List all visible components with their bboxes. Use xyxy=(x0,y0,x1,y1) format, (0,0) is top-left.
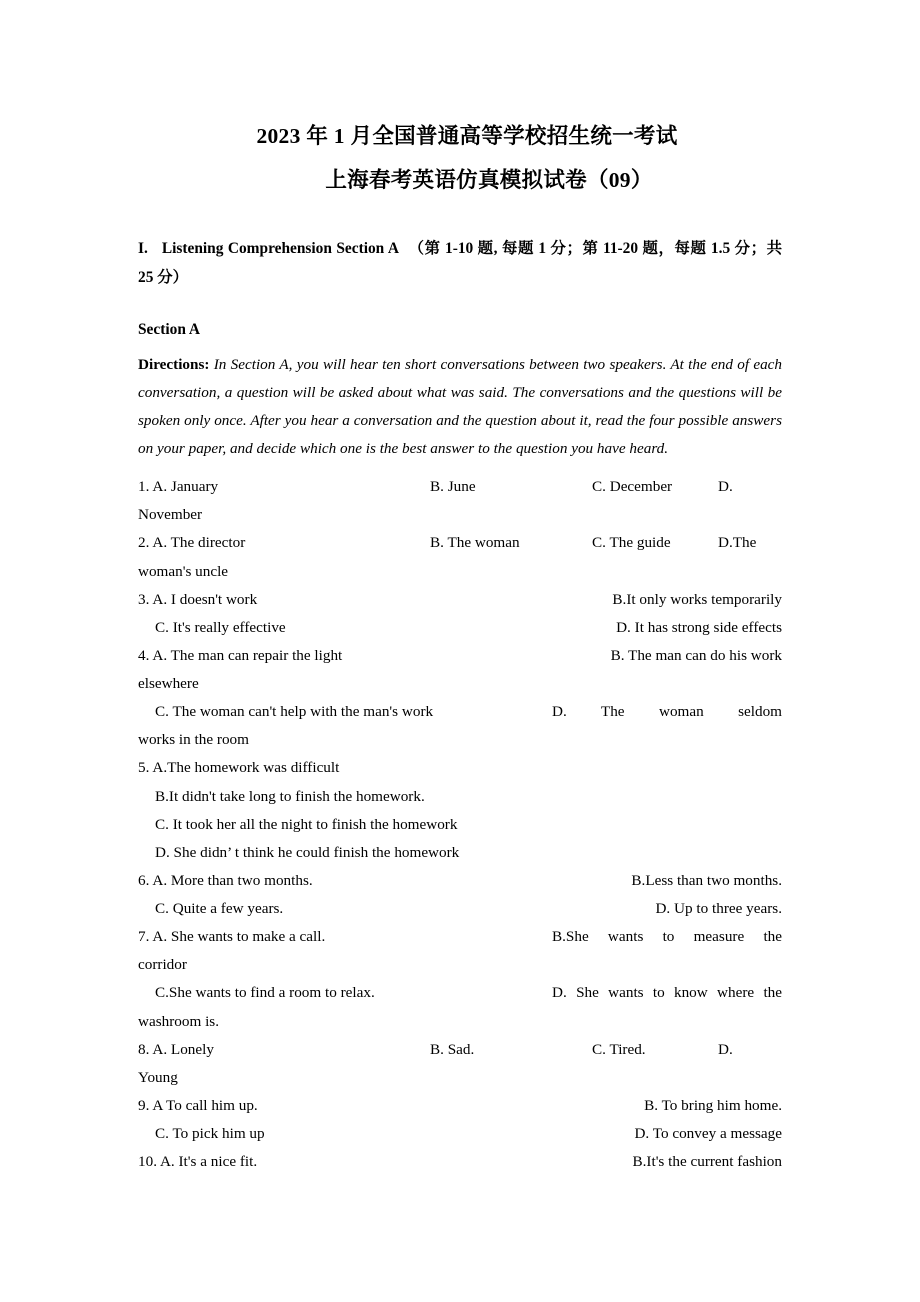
question-1-option-b: B. June xyxy=(430,478,476,496)
question-7-option-d: D. She wants to know where the xyxy=(552,984,782,1002)
question-1-option-d: D. xyxy=(718,478,733,496)
question-5-option-a: 5. A.The homework was difficult xyxy=(138,759,340,777)
question-5-option-b: B.It didn't take long to finish the homework. xyxy=(155,787,425,805)
question-6-option-d: D. Up to three years. xyxy=(655,900,782,918)
section-label: Section A xyxy=(138,321,200,338)
question-9-option-b: B. To bring him home. xyxy=(644,1096,782,1114)
question-item-2 xyxy=(138,529,782,557)
question-item-10 xyxy=(138,1148,782,1176)
question-item-6 xyxy=(138,867,782,895)
question-5-option-d: D. She didn’ t think he could finish the homework xyxy=(155,843,460,861)
question-9-option-c: C. To pick him up xyxy=(155,1125,265,1143)
question-4-option-d: D. The woman seldom xyxy=(552,703,782,721)
question-6-row-2 xyxy=(138,895,782,923)
question-7-row-2 xyxy=(138,979,782,1007)
section-heading-score-note: （第 1-10 题, 每题 1 分；第 11-20 题，每题 1.5 分；共 25 分） xyxy=(138,240,782,286)
question-4-option-c: C. The woman can't help with the man's work xyxy=(155,703,434,721)
question-4-option-d-continued: works in the room xyxy=(138,731,249,749)
question-8-option-d: D. xyxy=(718,1040,733,1058)
question-1-option-d-continued: November xyxy=(138,506,203,524)
directions-body: In Section A, you will hear ten short conversations between two speakers. At the end of each conversation, a question will be asked about what was said. The conversations and the questions will be spoken only once. After you hear a conversation and the question about it, read the four possible answers on your paper, and decide which one is the best answer to the question you have heard. xyxy=(138,355,783,458)
question-10-option-b: B.It's the current fashion xyxy=(632,1153,782,1171)
question-8-option-c: C. Tired. xyxy=(592,1040,646,1058)
question-item-7 xyxy=(138,923,782,951)
section-heading-title: Listening Comprehension Section A xyxy=(161,240,399,257)
page-title-line-1: 2023 年 1 月全国普通高等学校招生统一考试 xyxy=(256,124,678,148)
question-1-option-c: C. December xyxy=(592,478,673,496)
question-item-5 xyxy=(138,754,782,867)
question-7-option-a: 7. A. She wants to make a call. xyxy=(138,928,326,946)
question-2-option-a: 2. A. The director xyxy=(138,534,246,552)
question-9-row-2 xyxy=(138,1120,782,1148)
question-2-option-d-continued: woman's uncle xyxy=(138,562,229,580)
question-8-option-d-continued: Young xyxy=(138,1068,178,1086)
section-numeral: I. xyxy=(138,240,148,257)
question-6-option-a: 6. A. More than two months. xyxy=(138,871,313,889)
question-3-option-d: D. It has strong side effects xyxy=(616,618,782,636)
question-9-option-d: D. To convey a message xyxy=(634,1125,782,1143)
section-heading xyxy=(138,235,782,292)
question-10-option-a: 10. A. It's a nice fit. xyxy=(138,1153,258,1171)
question-6-option-c: C. Quite a few years. xyxy=(155,900,284,918)
question-3-option-c: C. It's really effective xyxy=(155,618,286,636)
question-7-option-b: B.She wants to measure the xyxy=(552,928,782,946)
question-4-option-b: B. The man can do his work xyxy=(610,646,782,664)
question-2-option-b: B. The woman xyxy=(430,534,520,552)
question-2-option-d: D.The xyxy=(718,534,757,552)
question-1-option-a: 1. A. January xyxy=(138,478,219,496)
question-item-1 xyxy=(138,473,782,501)
question-3-option-b: B.It only works temporarily xyxy=(612,590,782,608)
question-7-option-d-continued: washroom is. xyxy=(138,1012,219,1030)
question-4-row-2 xyxy=(138,698,782,726)
page-title-line-2: 上海春考英语仿真模拟试卷（09） xyxy=(325,167,653,192)
question-list xyxy=(138,473,782,1176)
question-item-4 xyxy=(138,642,782,670)
question-7-option-c: C.She wants to find a room to relax. xyxy=(155,984,375,1002)
question-7-option-b-continued: corridor xyxy=(138,956,187,974)
question-3-option-a: 3. A. I doesn't work xyxy=(138,590,258,608)
question-8-option-a: 8. A. Lonely xyxy=(138,1040,214,1058)
question-3-row-2 xyxy=(138,614,782,642)
question-item-3 xyxy=(138,586,782,614)
question-5-option-c: C. It took her all the night to finish the homework xyxy=(155,815,458,833)
page-content xyxy=(138,0,782,1176)
directions-paragraph xyxy=(138,351,782,464)
question-item-8 xyxy=(138,1036,782,1064)
question-item-9 xyxy=(138,1092,782,1120)
question-2-option-c: C. The guide xyxy=(592,534,671,552)
question-9-option-a: 9. A To call him up. xyxy=(138,1096,258,1114)
directions-label: Directions: xyxy=(138,355,210,373)
question-4-option-b-continued: elsewhere xyxy=(138,675,199,693)
question-6-option-b: B.Less than two months. xyxy=(631,871,782,889)
question-8-option-b: B. Sad. xyxy=(430,1040,475,1058)
question-4-option-a: 4. A. The man can repair the light xyxy=(138,646,343,664)
